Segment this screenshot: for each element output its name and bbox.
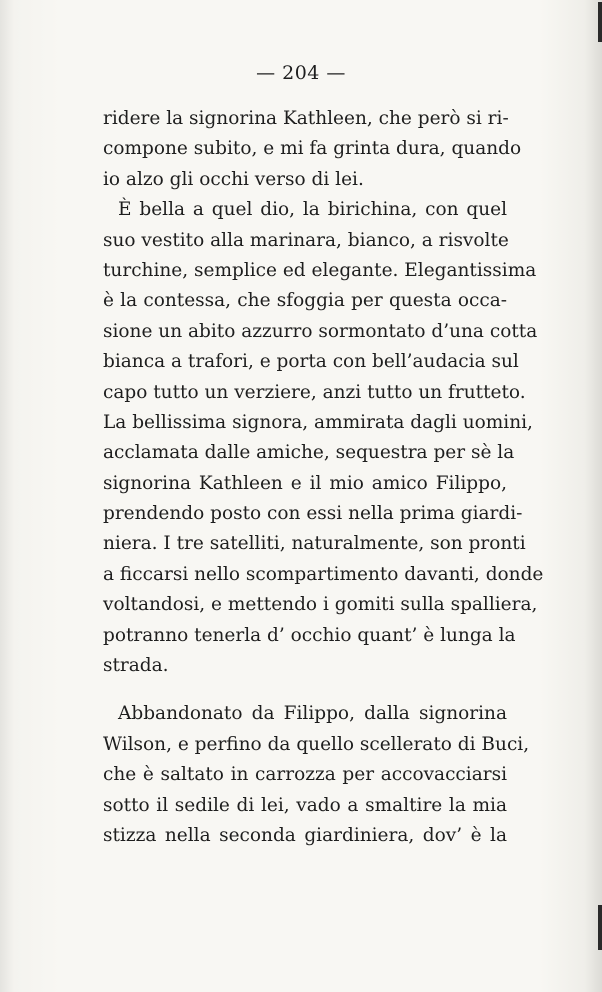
text-line: io alzo gli occhi verso di lei. (103, 168, 364, 190)
binding-edge-mark (598, 905, 602, 950)
text-line: suo vestito alla marinara, bianco, a risvolte (103, 229, 509, 251)
text-line: È bella a quel dio, la birichina, con quel (118, 199, 507, 221)
paragraph-3 (103, 699, 530, 851)
page-body (103, 104, 544, 851)
paragraph-gap (103, 681, 507, 699)
text-line: ridere la signorina Kathleen, che però si ri- (103, 108, 509, 129)
text-line: stizza nella seconda giardiniera, dov’ è la (103, 824, 507, 846)
paragraph-1 (103, 104, 522, 195)
text-line: niera. I tre satelliti, naturalmente, son pronti (103, 533, 526, 555)
text-line: prendendo posto con essi nella prima giardi- (103, 503, 523, 525)
text-line: Wilson, e perfino da quello scellerato di Buci, (103, 733, 530, 755)
text-line: Abbandonato da Filippo, dalla signorina (118, 703, 507, 725)
text-line: turchine, semplice ed elegante. Elegantissima (103, 259, 537, 281)
text-line: voltandosi, e mettendo i gomiti sulla spalliera, (103, 594, 538, 616)
text-line: a ficcarsi nello scompartimento davanti, donde (103, 563, 544, 585)
text-line: sione un abito azzurro sormontato d’una cotta (103, 320, 538, 342)
text-line: sotto il sedile di lei, vado a smaltire la mia (103, 794, 507, 816)
text-line: La bellissima signora, ammirata dagli uomini, (103, 411, 533, 433)
text-line: acclamata dalle amiche, sequestra per sè la (103, 442, 515, 464)
text-line: potranno tenerla d’ occhio quant’ è lunga la (103, 624, 516, 646)
text-line: è la contessa, che sfoggia per questa occa- (103, 290, 507, 312)
paragraph-2 (103, 195, 544, 681)
text-line: bianca a trafori, e porta con bell’audacia sul (103, 351, 519, 373)
text-line: compone subito, e mi fa grinta dura, quando (103, 138, 522, 160)
binding-edge-mark (598, 2, 602, 42)
page-number: — 204 — (256, 62, 346, 84)
text-line: strada. (103, 655, 169, 677)
text-line: capo tutto un verziere, anzi tutto un frutteto. (103, 381, 526, 403)
text-line: signorina Kathleen e il mio amico Filippo, (103, 472, 507, 494)
text-line: che è saltato in carrozza per accovacciarsi (103, 764, 507, 786)
